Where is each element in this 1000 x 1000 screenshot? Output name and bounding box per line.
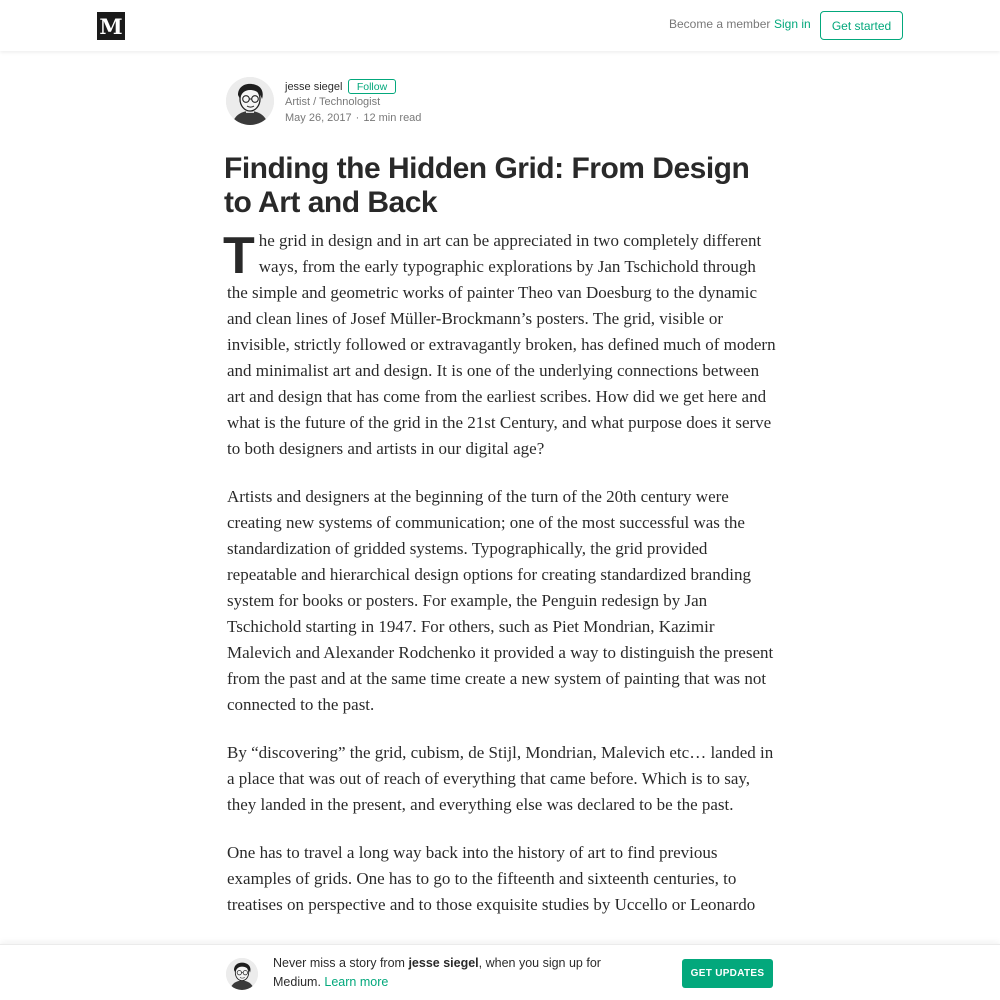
get-updates-button[interactable]: GET UPDATES <box>682 959 773 988</box>
follow-button[interactable]: Follow <box>348 79 396 94</box>
article-paragraph: By “discovering” the grid, cubism, de Stijl, Mondrian, Malevich etc… landed in a place that was out of reach of everything that came before. Which is to say, they landed in the present, and everything else was declared to be the past. <box>227 743 774 814</box>
signup-banner <box>0 944 1000 1000</box>
top-navigation-bar <box>0 0 1000 51</box>
author-name[interactable]: jesse siegel <box>285 81 343 93</box>
post-date: May 26, 2017 <box>285 112 352 124</box>
sign-in-link[interactable]: Sign in <box>774 17 811 31</box>
learn-more-link[interactable]: Learn more <box>324 975 389 989</box>
article-paragraph: Artists and designers at the beginning of the turn of the 20th century were creating new systems of communication; one of the most successful was the standardization of gridded systems. Typographically, the grid provided repeatable and hierarchical design options for creating standardized branding system for books or posters. For example, the Penguin redesign by Jan Tschichold starting in 1947. For others, such as Piet Mondrian, Kazimir Malevich and Alexander Rodchenko it provided a way to distinguish the present from the past and at the same time create a new system of painting that was not connected to the past. <box>227 487 774 714</box>
banner-text-before: Never miss a story from <box>273 956 409 970</box>
paragraph-text: he grid in design and in art can be appreciated in two completely different ways, from the early typographic explorations by Jan Tschichold through the simple and geometric works of painter Theo van Doesburg to the dynamic and clean lines of Josef Müller-Brockmann’s posters. The grid, visible or invisible, strictly followed or extravagantly broken, has defined much of modern and minimalist art and design. It is one of the underlying connections between art and design that has come from the earliest scribes. How did we get here and what is the future of the grid in the 21st Century, and what purpose does it serve to both designers and artists in our digital age? <box>227 231 776 458</box>
meta-separator: · <box>355 112 360 124</box>
get-started-button[interactable]: Get started <box>820 11 903 40</box>
read-time: 12 min read <box>363 112 422 124</box>
avatar-illustration <box>226 958 258 990</box>
drop-cap: T <box>223 227 255 285</box>
medium-logo[interactable]: M <box>97 12 125 40</box>
post-meta <box>285 112 421 124</box>
article-body <box>223 227 780 940</box>
author-bio: Artist / Technologist <box>285 96 381 108</box>
banner-author-name: jesse siegel <box>408 956 479 970</box>
become-member-link[interactable]: Become a member <box>669 17 771 31</box>
avatar-illustration <box>226 77 274 125</box>
banner-author-avatar[interactable] <box>226 958 258 990</box>
article-paragraph <box>223 227 780 462</box>
article-paragraph: One has to travel a long way back into the history of art to find previous examples of grids. One has to go to the fifteenth and sixteenth centuries, to treatises on perspective and to those exquisite studies by Uccello or Leonardo <box>227 843 756 914</box>
banner-message <box>273 954 633 992</box>
article-title: Finding the Hidden Grid: From Design to Art and Back <box>224 152 750 219</box>
banner-text-after: , when you sign up for Medium. <box>273 956 601 989</box>
author-avatar[interactable] <box>226 77 274 125</box>
